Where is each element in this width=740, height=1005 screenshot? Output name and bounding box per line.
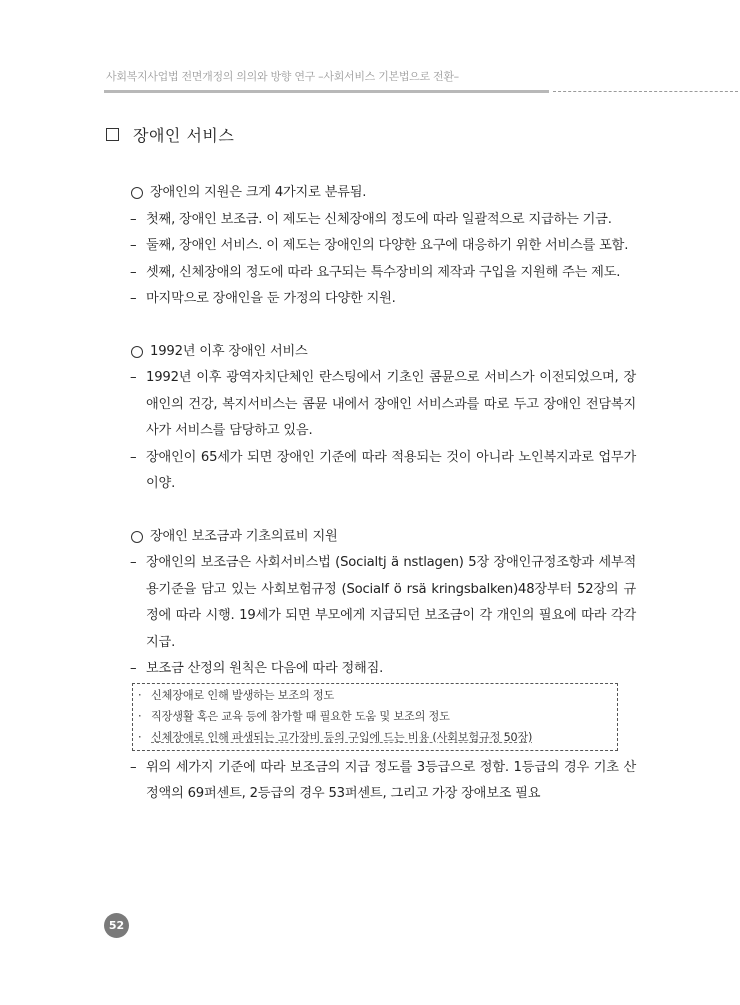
dash-bullet: –	[130, 211, 137, 227]
list-item: – 장애인의 보조금은 사회서비스법 (Socialtj ä nstlagen) 5장 장애인규정조항과 세부적용기준을 담고 있는 사회보험규정 (Socialf ö rsä kringsbalken)48장부터 52장의 규정에 따라 시행. 19세가 되면 부모에게 지급되던 보조금이 각 개인의 필요에 따라 각각 지급.	[130, 550, 636, 656]
dot-bullet: ·	[138, 688, 142, 702]
item-heading: 장애인의 지원은 크게 4가지로 분류됨.	[130, 180, 636, 207]
list-item: – 첫째, 장애인 보조금. 이 제도는 신체장애의 정도에 따라 일괄적으로 지급하는 기금.	[130, 207, 636, 234]
dot-bullet: ·	[138, 709, 142, 723]
item-heading: 장애인 보조금과 기초의료비 지원	[130, 524, 636, 551]
circle-bullet-icon	[131, 187, 143, 199]
box-item: · 신체장애로 인해 파생되는 고가장비 등의 구입에 드는 비용 (사회보험규정 50장)	[141, 727, 611, 748]
box-item: · 신체장애로 인해 발생하는 보조의 정도	[141, 685, 611, 706]
dash-bullet: –	[130, 370, 137, 385]
spacer	[130, 313, 636, 339]
criteria-box	[132, 683, 618, 751]
spacer	[130, 498, 636, 524]
list-item: – 장애인이 65세가 되면 장애인 기준에 따라 적용되는 것이 아니라 노인복지과로 업무가 이양.	[130, 445, 636, 498]
dash-bullet: –	[130, 238, 137, 253]
dash-bullet: –	[130, 449, 137, 465]
section-title-text: 장애인 서비스	[133, 126, 235, 145]
list-item: – 위의 세가지 기준에 따라 보조금의 지급 정도를 3등급으로 정함. 1등급의 경우 기초 산정액의 69퍼센트, 2등급의 경우 53퍼센트, 그리고 가장 장애보조 필요	[130, 755, 636, 808]
main-content	[130, 180, 636, 808]
dash-bullet: –	[130, 759, 137, 775]
page-number-badge: 52	[104, 913, 129, 938]
dash-bullet: –	[130, 555, 137, 570]
list-item: – 1992년 이후 광역자치단체인 란스팅에서 기초인 콤뮨으로 서비스가 이전되었으며, 장애인의 건강, 복지서비스는 콤뮨 내에서 장애인 서비스과를 따로 두고 장애인 전담복지사가 서비스를 담당하고 있음.	[130, 365, 636, 445]
dot-bullet: ·	[138, 730, 142, 744]
circle-bullet-icon	[131, 346, 143, 358]
dash-bullet: –	[130, 291, 137, 306]
dash-bullet: –	[130, 661, 137, 676]
header-dashed-rule	[553, 91, 738, 92]
checkbox-square-icon	[106, 128, 119, 141]
running-header: 사회복지사업법 전면개정의 의의와 방향 연구 –사회서비스 기본법으로 전환–	[106, 70, 459, 83]
section-title	[106, 123, 234, 146]
list-item: – 보조금 산정의 원칙은 다음에 따라 정해짐.	[130, 656, 636, 683]
circle-bullet-icon	[131, 531, 143, 543]
dash-bullet: –	[130, 264, 137, 280]
box-item: · 직장생활 혹은 교육 등에 참가할 때 필요한 도움 및 보조의 정도	[141, 706, 611, 727]
list-item: – 셋째, 신체장애의 정도에 따라 요구되는 특수장비의 제작과 구입을 지원해 주는 제도.	[130, 260, 636, 287]
item-heading: 1992년 이후 장애인 서비스	[130, 339, 636, 366]
header-rule	[104, 90, 549, 93]
list-item: – 마지막으로 장애인을 둔 가정의 다양한 지원.	[130, 286, 636, 313]
list-item: – 둘째, 장애인 서비스. 이 제도는 장애인의 다양한 요구에 대응하기 위한 서비스를 포함.	[130, 233, 636, 260]
